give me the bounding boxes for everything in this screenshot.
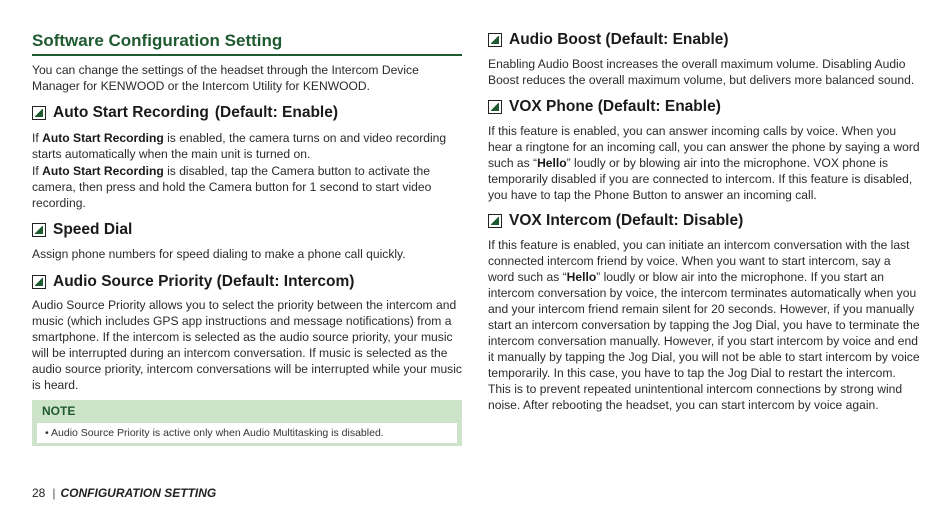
vox-intercom-paragraph: If this feature is enabled, you can initiate an intercom conversation with the last connected intercom friend by voice. When you want to start intercom, say a word such as “Hello” loudly or blow air into the microphone. If you start an intercom conversation by voice, the intercom terminates automatically when you and your intercom friend remain silent for 20 seconds. However, if you manually start an intercom conversation by tapping the Jog Dial, you have to terminate the intercom conversation manually. However, if you start intercom by voice and end it manually by tapping the Jog Dial, you will not be able to start intercom by voice temporarily. In this case, you have to tap the Jog Dial to restart the intercom. This is to prevent repeated unintentional intercom connections by strong wind noise. After rebooting the headset, you can start intercom by voice again.: [488, 238, 920, 412]
intro-paragraph: You can change the settings of the headset through the Intercom Device Manager for KENWOOD or the Intercom Utility for KENWOOD.: [32, 63, 419, 93]
heading-label: VOX Phone (Default: Enable): [509, 98, 721, 115]
heading-label: Audio Source Priority (Default: Intercom): [53, 273, 355, 290]
footer-section-title: CONFIGURATION SETTING: [60, 486, 217, 500]
heading-default: (Default: Enable): [214, 104, 339, 121]
audio-boost-paragraph: Enabling Audio Boost increases the overall maximum volume. Disabling Audio Boost reduces the overall maximum volume, but delivers more balanced sound.: [488, 57, 915, 87]
page-title: Software Configuration Setting: [32, 31, 462, 56]
heading-label: Speed Dial: [53, 221, 133, 238]
audio-source-paragraph: Audio Source Priority allows you to select the priority between the intercom and music (which includes GPS app instructions and message notifications) from a smartphone. If the intercom is selected as the audio source priority, your music will be interrupted during an intercom conversation. If music is selected as the audio source priority, intercom conversations will be interrupted while your music is heard.: [32, 298, 462, 392]
heading-label: VOX Intercom (Default: Disable): [509, 212, 744, 229]
note-title: NOTE: [42, 404, 76, 418]
section-square-icon: [488, 100, 502, 114]
heading-label: Audio Boost (Default: Enable): [509, 31, 729, 48]
auto-start-paragraph-2: If Auto Start Recording is disabled, tap the Camera button to activate the camera, then press and hold the Camera button for 1 second to start video recording.: [32, 164, 432, 210]
section-square-icon: [32, 223, 46, 237]
footer-separator: |: [52, 486, 56, 500]
heading-vox-phone: [488, 98, 721, 116]
heading-auto-start-recording: [32, 104, 338, 122]
note-text: Audio Source Priority is active only when Audio Multitasking is disabled.: [51, 427, 384, 439]
keyword-hello: Hello: [537, 156, 567, 170]
term-auto-start-recording: Auto Start Recording: [42, 164, 164, 178]
section-square-icon: [32, 275, 46, 289]
heading-vox-intercom: [488, 212, 743, 230]
section-square-icon: [488, 33, 502, 47]
note-item: [37, 423, 457, 443]
section-square-icon: [488, 214, 502, 228]
heading-speed-dial: [32, 221, 132, 239]
page-number: 28: [32, 486, 46, 500]
section-square-icon: [32, 106, 46, 120]
auto-start-paragraph-1: If Auto Start Recording is enabled, the camera turns on and video recording starts automatically when the main unit is turned on.: [32, 131, 447, 161]
heading-label: Auto Start Recording: [53, 104, 209, 121]
keyword-hello: Hello: [566, 270, 597, 284]
page-footer: [32, 486, 216, 500]
heading-audio-source-priority: [32, 273, 354, 291]
term-auto-start-recording: Auto Start Recording: [42, 131, 164, 145]
heading-audio-boost: [488, 31, 729, 49]
note-box: [32, 400, 462, 446]
vox-phone-paragraph: If this feature is enabled, you can answer incoming calls by voice. When you hear a ringtone for an incoming call, you can answer the phone by saying a word such as “Hello” loudly or by blowing air into the microphone. VOX phone is temporarily disabled if you are connected to intercom. If this feature is disabled, you have to tap the Phone Button to answer an incoming call.: [488, 124, 920, 202]
speed-dial-paragraph: Assign phone numbers for speed dialing to make a phone call quickly.: [32, 247, 406, 261]
bullet-icon: •: [45, 427, 49, 439]
